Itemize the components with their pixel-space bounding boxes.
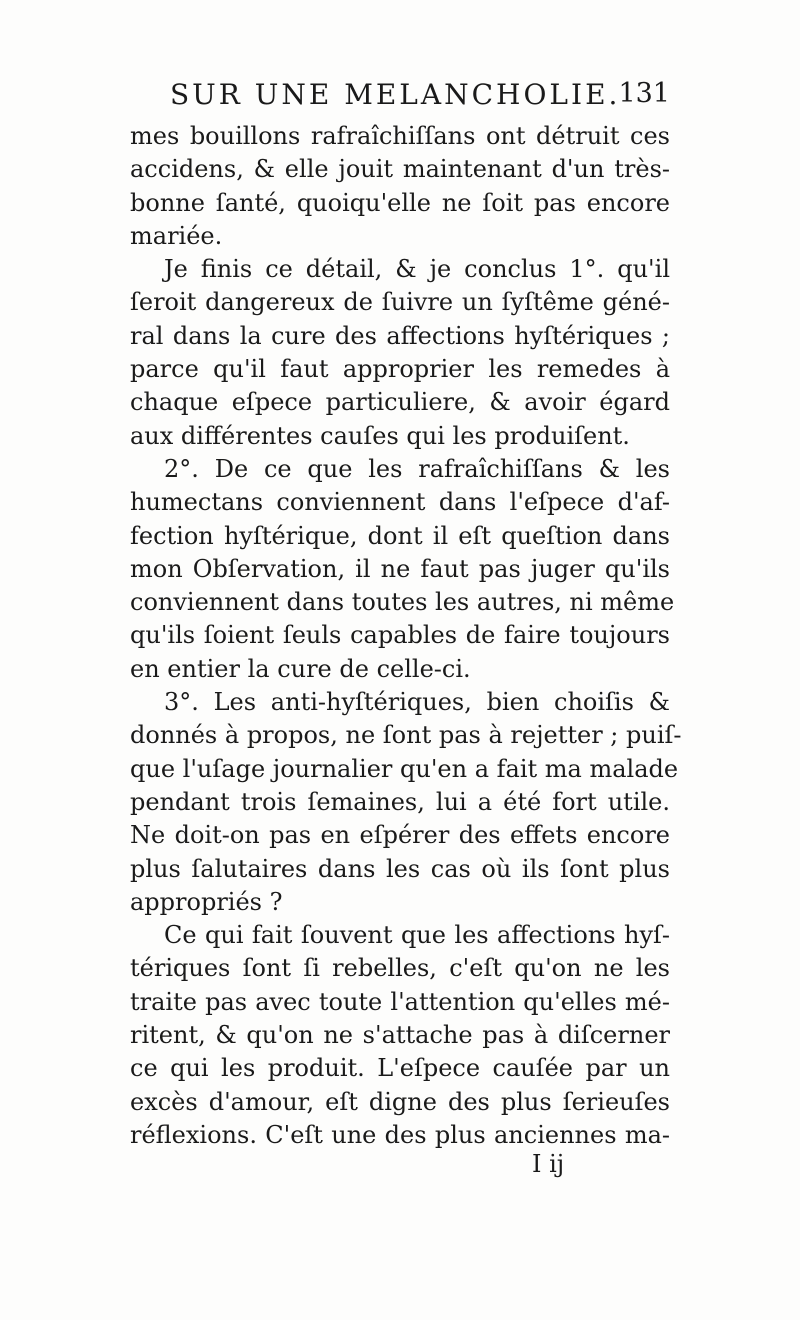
text-line: mariée.	[130, 221, 223, 250]
text-line: appropriés ?	[130, 887, 283, 916]
text-line: pendant trois ſemaines, lui a été fort utile.	[130, 787, 670, 816]
text-body	[130, 120, 682, 1152]
text-line: aux différentes cauſes qui les produiſent.	[130, 421, 630, 450]
text-line: en entier la cure de celle-ci.	[130, 654, 471, 683]
text-line: conviennent dans toutes les autres, ni même	[130, 588, 675, 617]
text-line: Ce qui fait ſouvent que les affections hyſ-	[164, 921, 670, 950]
text-line: que l'uſage journalier qu'en a fait ma malade	[130, 754, 679, 783]
running-title: SUR UNE MELANCHOLIE.	[170, 78, 621, 111]
page-number: 131	[618, 78, 670, 109]
text-line: humectans conviennent dans l'eſpece d'af-	[130, 488, 670, 517]
text-line: Ne doit-on pas en eſpérer des effets encore	[130, 821, 670, 850]
text-line: ral dans la cure des affections hyſtériques ;	[130, 321, 670, 350]
text-line: mes bouillons rafraîchiſſans ont détruit ces	[130, 122, 670, 150]
text-line: ſeroit dangereux de ſuivre un ſyſtême géné-	[130, 288, 670, 317]
text-line: traite pas avec toute l'attention qu'elles mé-	[130, 987, 670, 1016]
running-head	[130, 78, 670, 118]
text-line: 3°. Les anti-hyſtériques, bien choiſis &	[164, 688, 670, 717]
text-line: parce qu'il faut approprier les remedes à	[130, 355, 670, 384]
text-line: tériques ſont ſi rebelles, c'eſt qu'on ne les	[130, 954, 670, 983]
text-line: ce qui les produit. L'eſpece cauſée par un	[130, 1054, 670, 1083]
text-line: réflexions. C'eſt une des plus anciennes ma-	[130, 1120, 670, 1149]
text-line: Je finis ce détail, & je conclus 1°. qu'il	[164, 255, 670, 284]
text-line: donnés à propos, ne ſont pas à rejetter ; puiſ-	[130, 721, 682, 750]
text-line: excès d'amour, eſt digne des plus ſerieuſes	[130, 1087, 670, 1116]
text-line: bonne ſanté, quoiqu'elle ne ſoit pas encore	[130, 188, 670, 217]
text-line: plus ſalutaires dans les cas où ils ſont plus	[130, 854, 670, 883]
text-line: chaque eſpece particuliere, & avoir égard	[130, 388, 670, 417]
text-line: mon Obſervation, il ne faut pas juger qu'ils	[130, 554, 670, 583]
text-line: accidens, & elle jouit maintenant d'un très-	[130, 155, 670, 184]
text-line: qu'ils ſoient ſeuls capables de faire toujours	[130, 621, 670, 650]
text-line: fection hyſtérique, dont il eſt queſtion dans	[130, 521, 670, 550]
text-line: 2°. De ce que les rafraîchiſſans & les	[164, 454, 670, 483]
text-line: ritent, & qu'on ne s'attache pas à diſcerner	[130, 1021, 670, 1050]
signature-mark: I ij	[532, 1150, 565, 1178]
